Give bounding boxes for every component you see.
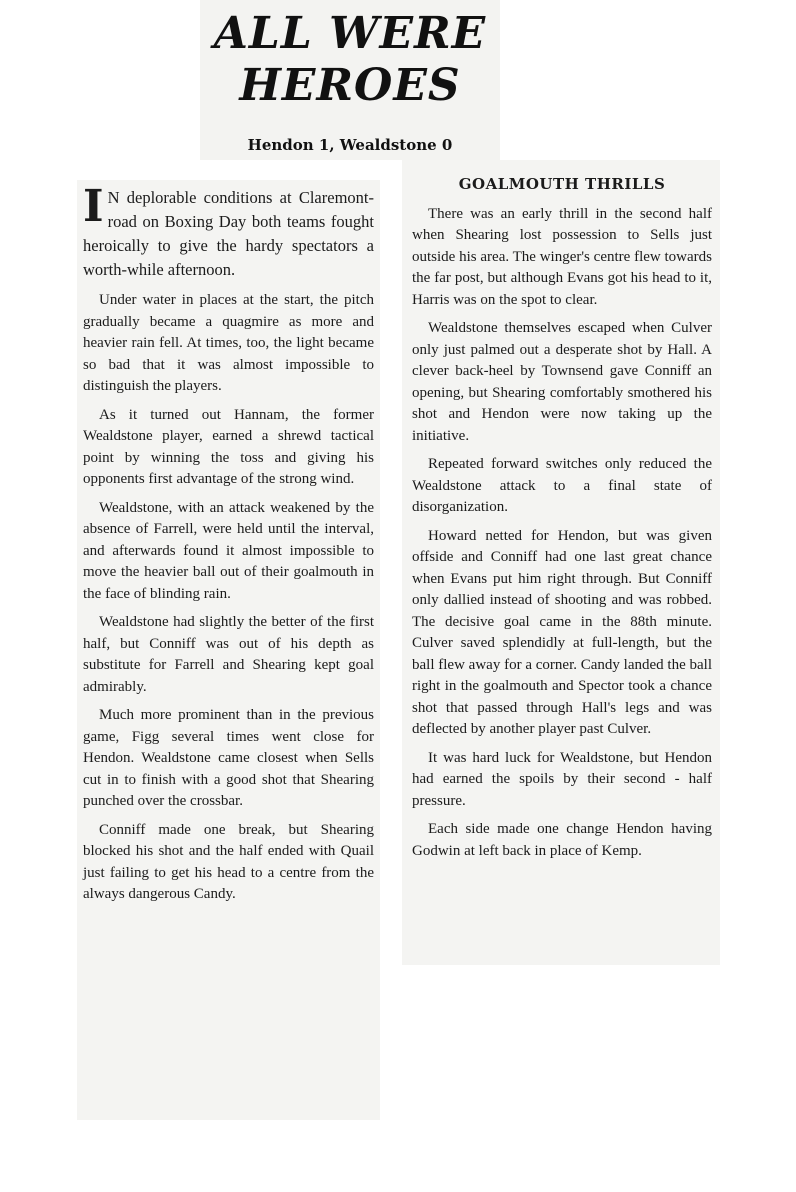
paragraph: Under water in places at the start, the pitch gradually became a quagmire as more and heavier rain fell. At times, too, the light became so bad that it was almost impossible to distinguish the players. [83, 292, 374, 394]
paragraph: Conniff made one break, but Shearing blocked his shot and the half ended with Quail just failing to get his head to a centre from the always dangerous Candy. [83, 821, 374, 902]
paragraph: Much more prominent than in the previous game, Figg several times went close for Hendon. Wealdstone came closest when Sells cut in to finish with a good shot that Shearing punched over the crossbar. [83, 707, 374, 809]
section-heading: GOALMOUTH THRILLS [458, 175, 666, 193]
lead-text: N deplorable conditions at Claremont-road on Boxing Day both teams fought heroically to give the hardy spectators a worth-while afternoon. [83, 188, 374, 279]
paragraph: Wealdstone, with an attack weakened by the absence of Farrell, were held until the interval, and afterwards found it almost impossible to move the heavier ball out of their goalmouth in the face of blinding rain. [83, 499, 374, 602]
paragraph: Howard netted for Hendon, but was given offside and Conniff had one last great chance when Evans put him right through. But Conniff only dallied instead of shooting and was robbed. The decisive goal came in the 88th minute. Culver saved splendidly at full-length, but the ball flew away for a corner. Candy landed the ball right in the goalmouth and Spector took a chance shot that passed through Hall's legs and was deflected by another player past Culver. [412, 527, 712, 737]
left-column [77, 180, 380, 1120]
paragraph: There was an early thrill in the second half when Shearing lost possession to Sells just outside his area. The winger's centre flew towards the far post, but although Evans got his head to it, Harris was on the spot to clear. [412, 205, 712, 308]
headline-line-1: ALL WERE [213, 8, 487, 59]
paragraph: Wealdstone had slightly the better of the first half, but Conniff was out of his depth as substitute for Farrell and Shearing kept goal admirably. [83, 614, 374, 695]
lead-paragraph [83, 181, 374, 282]
drop-cap: I [83, 181, 104, 232]
score-line: Hendon 1, Wealdstone 0 [247, 136, 453, 154]
paragraph: Each side made one change Hendon having Godwin at left back in place of Kemp. [412, 821, 712, 859]
headline [200, 8, 500, 112]
paragraph: It was hard luck for Wealdstone, but Hendon had earned the spoils by their second - half pressure. [412, 749, 712, 809]
paragraph: As it turned out Hannam, the former Wealdstone player, earned a shrewd tactical point by winning the toss and giving his opponents first advantage of the strong wind. [83, 406, 374, 487]
paragraph: Wealdstone themselves escaped when Culver only just palmed out a desperate shot by Hall. A clever back-heel by Townsend gave Conniff an opening, but Shearing comfortably smothered his shot and Hendon were now taking up the initiative. [412, 320, 712, 444]
paragraph: Repeated forward switches only reduced the Wealdstone attack to a final state of disorganization. [412, 456, 712, 515]
right-column [402, 160, 720, 965]
headline-line-2: HEROES [239, 60, 461, 111]
